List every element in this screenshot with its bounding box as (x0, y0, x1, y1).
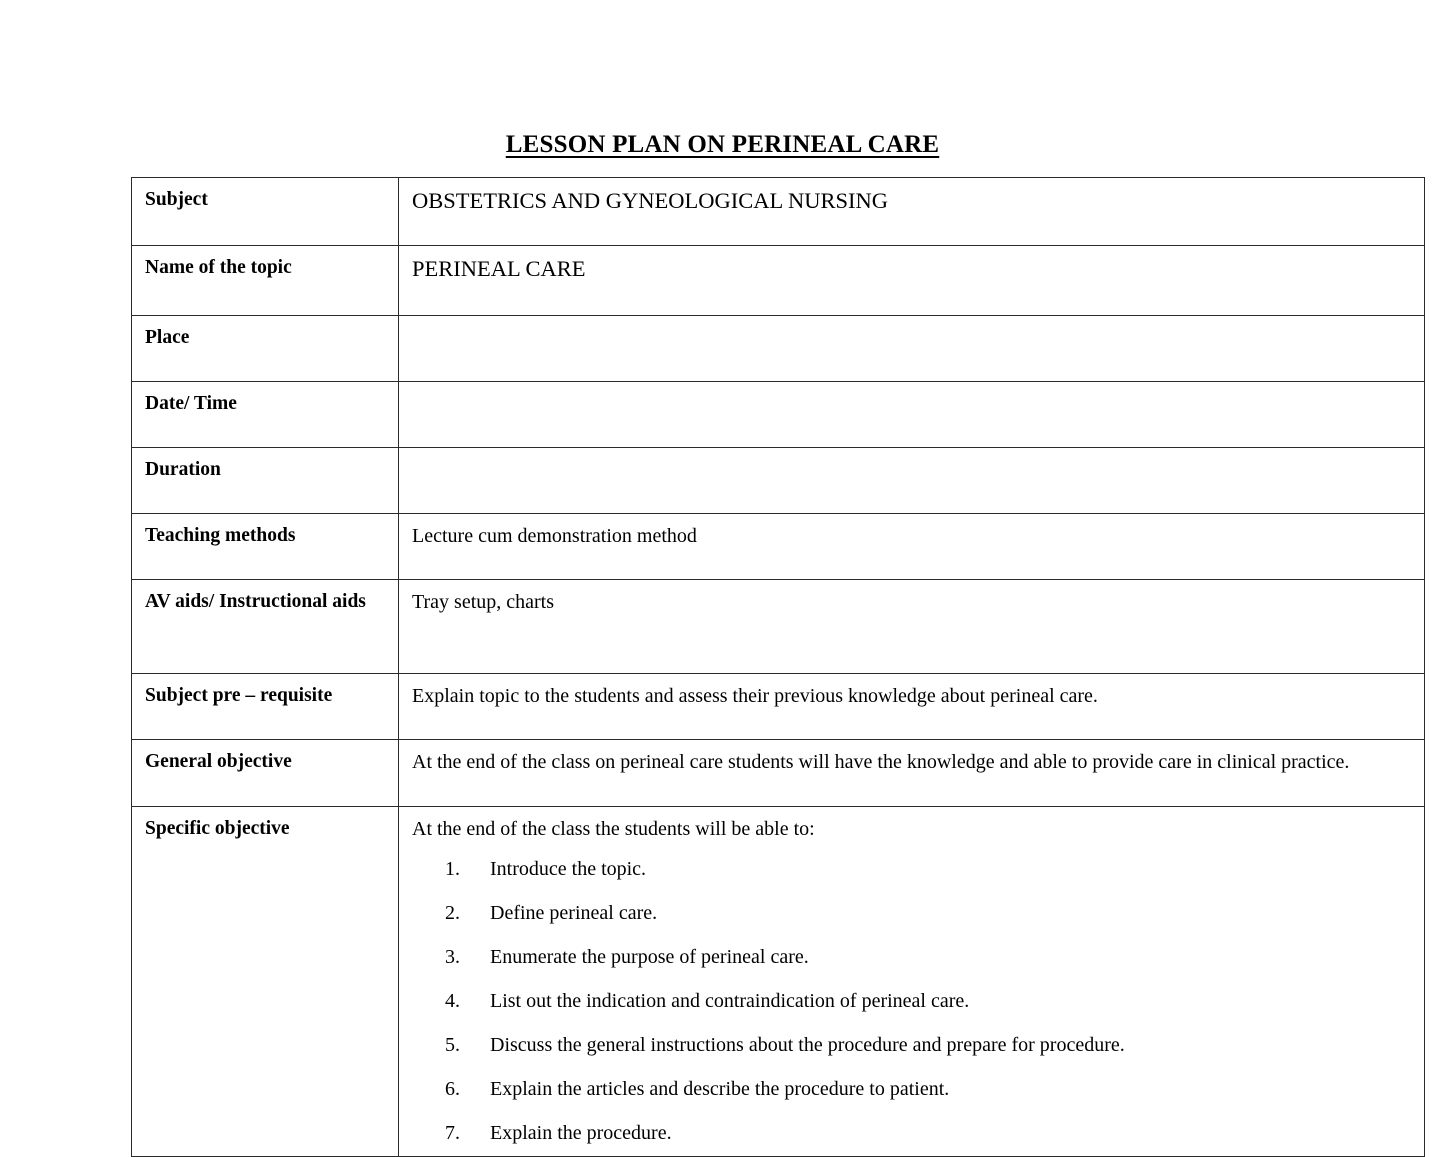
list-item: Discuss the general instructions about the procedure and prepare for procedure. (490, 1034, 1125, 1057)
row-value-name-of-the-topic: PERINEAL CARE (399, 246, 1425, 316)
row-label-subject: Subject (132, 178, 399, 246)
list-item: Explain the procedure. (490, 1122, 672, 1145)
list-item: Introduce the topic. (490, 858, 647, 881)
row-value-general-objective: At the end of the class on perineal care students will have the knowledge and able to provide care in clinical practice. (399, 740, 1425, 807)
table-row (132, 580, 1425, 674)
row-value-place (399, 316, 1425, 382)
table-row (132, 246, 1425, 316)
table-row (132, 807, 1425, 1157)
row-label-subject-pre-requisite: Subject pre – requisite (132, 674, 399, 740)
row-label-duration: Duration (132, 448, 399, 514)
page-title (0, 131, 1445, 159)
row-label-date-time: Date/ Time (132, 382, 399, 448)
table-row (132, 740, 1425, 807)
list-item: List out the indication and contraindication of perineal care. (490, 990, 970, 1013)
lesson-plan-table-body (132, 178, 1425, 1157)
list-item: Enumerate the purpose of perineal care. (490, 946, 809, 969)
row-label-av-aids: AV aids/ Instructional aids (132, 580, 399, 674)
row-label-name-of-the-topic: Name of the topic (132, 246, 399, 316)
table-row (132, 448, 1425, 514)
row-value-duration (399, 448, 1425, 514)
row-label-specific-objective: Specific objective (132, 807, 399, 1157)
lesson-plan-table (131, 177, 1425, 1157)
table-row (132, 178, 1425, 246)
page-title-text: LESSON PLAN ON PERINEAL CARE (505, 131, 940, 158)
specific-objective-list (412, 856, 1414, 1146)
list-item: Define perineal care. (490, 902, 658, 925)
row-label-general-objective: General objective (132, 740, 399, 807)
row-value-date-time (399, 382, 1425, 448)
table-row (132, 382, 1425, 448)
row-value-teaching-methods: Lecture cum demonstration method (399, 514, 1425, 580)
specific-objective-intro: At the end of the class the students will be able to: (412, 818, 815, 840)
table-row (132, 316, 1425, 382)
table-row (132, 514, 1425, 580)
row-value-specific-objective (399, 807, 1425, 1157)
row-value-subject: OBSTETRICS AND GYNEOLOGICAL NURSING (399, 178, 1425, 246)
row-value-subject-pre-requisite: Explain topic to the students and assess their previous knowledge about perineal care. (399, 674, 1425, 740)
table-row (132, 674, 1425, 740)
row-value-av-aids: Tray setup, charts (399, 580, 1425, 674)
row-label-teaching-methods: Teaching methods (132, 514, 399, 580)
list-item: Explain the articles and describe the procedure to patient. (490, 1078, 950, 1101)
row-label-place: Place (132, 316, 399, 382)
